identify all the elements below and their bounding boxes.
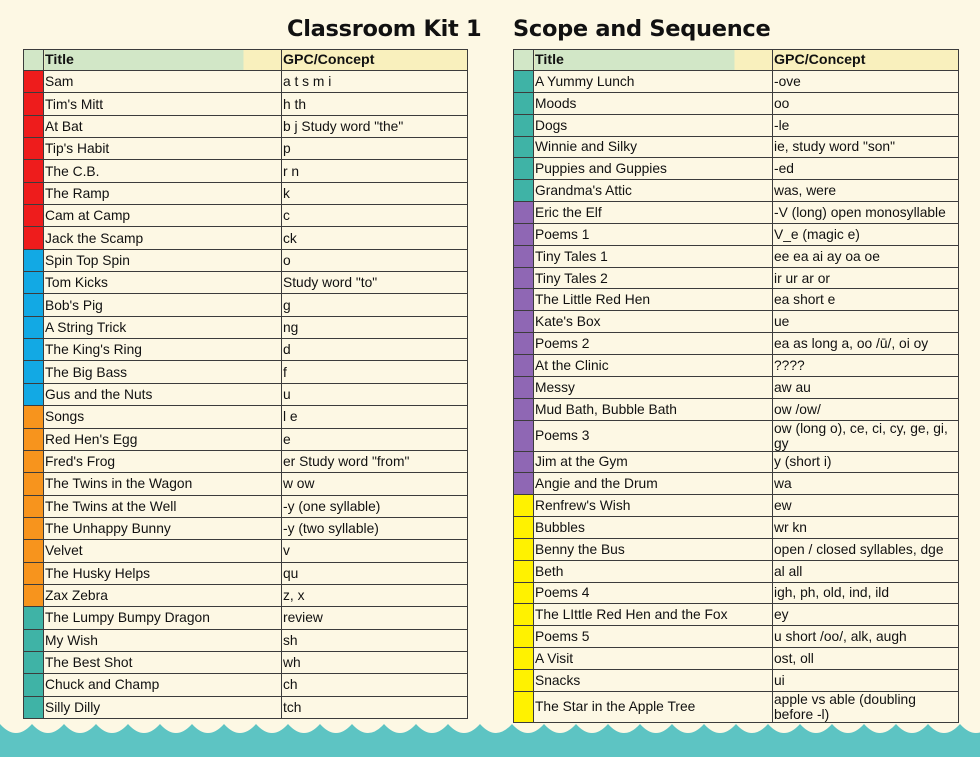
book-title: Beth <box>534 560 773 582</box>
gpc-concept: z, x <box>282 584 468 606</box>
table-row <box>514 398 959 420</box>
table-row <box>24 249 468 271</box>
book-title: Poems 4 <box>534 582 773 604</box>
gpc-concept: -V (long) open monosyllable <box>773 202 959 224</box>
table-row <box>514 245 959 267</box>
level-color-cell <box>514 202 534 224</box>
level-color-cell <box>514 71 534 93</box>
gpc-concept: f <box>282 361 468 383</box>
level-color-cell <box>514 376 534 398</box>
table-row <box>514 223 959 245</box>
book-title: Benny the Bus <box>534 538 773 560</box>
table-row <box>24 115 468 137</box>
gpc-concept: u <box>282 383 468 405</box>
gpc-concept: was, were <box>773 180 959 202</box>
gpc-concept: ow (long o), ce, ci, cy, ge, gi, gy <box>773 420 959 451</box>
book-title: Kate's Box <box>534 311 773 333</box>
book-title: Puppies and Guppies <box>534 158 773 180</box>
level-color-cell <box>24 93 44 115</box>
table-row <box>514 420 959 451</box>
table-row <box>514 136 959 158</box>
book-title: Poems 1 <box>534 223 773 245</box>
gpc-concept: ch <box>282 674 468 696</box>
table-row <box>514 289 959 311</box>
level-color-cell <box>24 674 44 696</box>
level-color-cell <box>24 361 44 383</box>
gpc-concept: open / closed syllables, dge <box>773 538 959 560</box>
gpc-concept: oo <box>773 92 959 114</box>
gpc-concept: a t s m i <box>282 71 468 93</box>
book-title: Tom Kicks <box>44 272 282 294</box>
book-title: Jim at the Gym <box>534 451 773 473</box>
gpc-concept: qu <box>282 562 468 584</box>
level-color-cell <box>514 158 534 180</box>
wave-decoration <box>0 714 980 757</box>
table-row <box>24 272 468 294</box>
table-row <box>24 674 468 696</box>
table-row <box>24 428 468 450</box>
book-title: Snacks <box>534 669 773 691</box>
gpc-concept: wh <box>282 651 468 673</box>
level-color-cell <box>24 138 44 160</box>
book-title: My Wish <box>44 629 282 651</box>
table-row <box>514 517 959 539</box>
table-row <box>514 180 959 202</box>
table-row <box>514 626 959 648</box>
book-title: Eric the Elf <box>534 202 773 224</box>
gpc-concept: al all <box>773 560 959 582</box>
book-title: Bubbles <box>534 517 773 539</box>
header-color-cell <box>514 50 534 71</box>
book-title: Poems 3 <box>534 420 773 451</box>
gpc-concept: Study word "to" <box>282 272 468 294</box>
level-color-cell <box>24 517 44 539</box>
book-title: Tiny Tales 2 <box>534 267 773 289</box>
gpc-concept: r n <box>282 160 468 182</box>
level-color-cell <box>514 626 534 648</box>
table-row <box>24 584 468 606</box>
level-color-cell <box>24 562 44 584</box>
table-row <box>514 669 959 691</box>
gpc-concept: g <box>282 294 468 316</box>
book-title: The Unhappy Bunny <box>44 517 282 539</box>
book-title: At the Clinic <box>534 354 773 376</box>
table-row <box>24 450 468 472</box>
book-title: The Big Bass <box>44 361 282 383</box>
header-title: Title <box>44 50 282 71</box>
gpc-concept: ui <box>773 669 959 691</box>
level-color-cell <box>514 420 534 451</box>
book-title: Cam at Camp <box>44 205 282 227</box>
table-row <box>24 361 468 383</box>
book-title: At Bat <box>44 115 282 137</box>
level-color-cell <box>514 180 534 202</box>
book-title: A Visit <box>534 648 773 670</box>
level-color-cell <box>514 604 534 626</box>
gpc-concept: apple vs able (doubling before -l) <box>773 691 959 722</box>
table-row <box>24 316 468 338</box>
table-row <box>514 202 959 224</box>
level-color-cell <box>514 473 534 495</box>
gpc-concept: ost, oll <box>773 648 959 670</box>
table-row <box>514 71 959 93</box>
book-title: Chuck and Champ <box>44 674 282 696</box>
level-color-cell <box>514 648 534 670</box>
table-row <box>24 607 468 629</box>
header-concept: GPC/Concept <box>773 50 959 71</box>
level-color-cell <box>24 607 44 629</box>
book-title: Silly Dilly <box>44 696 282 718</box>
gpc-concept: d <box>282 339 468 361</box>
table-row <box>514 333 959 355</box>
book-title: The Best Shot <box>44 651 282 673</box>
book-title: The Little Red Hen <box>534 289 773 311</box>
level-color-cell <box>24 450 44 472</box>
book-title: Tiny Tales 1 <box>534 245 773 267</box>
gpc-concept: aw au <box>773 376 959 398</box>
table-row <box>514 560 959 582</box>
table-row <box>514 114 959 136</box>
level-color-cell <box>514 495 534 517</box>
level-color-cell <box>24 473 44 495</box>
book-title: Velvet <box>44 540 282 562</box>
level-color-cell <box>514 354 534 376</box>
level-color-cell <box>24 316 44 338</box>
level-color-cell <box>24 540 44 562</box>
gpc-concept: o <box>282 249 468 271</box>
book-title: Bob's Pig <box>44 294 282 316</box>
level-color-cell <box>24 272 44 294</box>
gpc-concept: wa <box>773 473 959 495</box>
gpc-concept: -ove <box>773 71 959 93</box>
book-title: Fred's Frog <box>44 450 282 472</box>
wave-shape <box>0 724 980 757</box>
book-title: Winnie and Silky <box>534 136 773 158</box>
level-color-cell <box>514 582 534 604</box>
book-title: The Star in the Apple Tree <box>534 691 773 722</box>
table-row <box>24 339 468 361</box>
header-title: Title <box>534 50 773 71</box>
book-title: Messy <box>534 376 773 398</box>
book-title: The Lumpy Bumpy Dragon <box>44 607 282 629</box>
book-title: Jack the Scamp <box>44 227 282 249</box>
gpc-concept: -y (two syllable) <box>282 517 468 539</box>
gpc-concept: ck <box>282 227 468 249</box>
table-row <box>514 538 959 560</box>
book-title: Poems 5 <box>534 626 773 648</box>
level-color-cell <box>514 333 534 355</box>
gpc-concept: tch <box>282 696 468 718</box>
header-concept: GPC/Concept <box>282 50 468 71</box>
book-title: A String Trick <box>44 316 282 338</box>
book-title: Grandma's Attic <box>534 180 773 202</box>
level-color-cell <box>24 294 44 316</box>
level-color-cell <box>24 249 44 271</box>
gpc-concept: u short /oo/, alk, augh <box>773 626 959 648</box>
level-color-cell <box>514 451 534 473</box>
book-title: Moods <box>534 92 773 114</box>
level-color-cell <box>24 383 44 405</box>
table-row <box>514 267 959 289</box>
table-row <box>24 205 468 227</box>
gpc-concept: w ow <box>282 473 468 495</box>
table-row <box>24 383 468 405</box>
gpc-concept: ir ur ar or <box>773 267 959 289</box>
table-row <box>24 227 468 249</box>
book-title: Red Hen's Egg <box>44 428 282 450</box>
level-color-cell <box>24 495 44 517</box>
book-title: Gus and the Nuts <box>44 383 282 405</box>
book-title: Dogs <box>534 114 773 136</box>
table-row <box>514 354 959 376</box>
level-color-cell <box>514 311 534 333</box>
gpc-concept: ew <box>773 495 959 517</box>
book-title: Renfrew's Wish <box>534 495 773 517</box>
level-color-cell <box>24 584 44 606</box>
table-row <box>514 376 959 398</box>
gpc-concept: e <box>282 428 468 450</box>
level-color-cell <box>514 267 534 289</box>
table-row <box>24 182 468 204</box>
table-row <box>514 451 959 473</box>
gpc-concept: l e <box>282 406 468 428</box>
table-header-row <box>24 50 468 71</box>
gpc-concept: ???? <box>773 354 959 376</box>
gpc-concept: ue <box>773 311 959 333</box>
table-row <box>24 517 468 539</box>
gpc-concept: ee ea ai ay oa oe <box>773 245 959 267</box>
book-title: The King's Ring <box>44 339 282 361</box>
gpc-concept: V_e (magic e) <box>773 223 959 245</box>
book-title: The Twins in the Wagon <box>44 473 282 495</box>
level-color-cell <box>514 92 534 114</box>
table-row <box>24 495 468 517</box>
table-row <box>514 311 959 333</box>
level-color-cell <box>514 114 534 136</box>
gpc-concept: ey <box>773 604 959 626</box>
gpc-concept: -ed <box>773 158 959 180</box>
book-title: Mud Bath, Bubble Bath <box>534 398 773 420</box>
gpc-concept: igh, ph, old, ind, ild <box>773 582 959 604</box>
level-color-cell <box>24 205 44 227</box>
page-subtitle: Scope and Sequence <box>513 16 771 42</box>
header-color-cell <box>24 50 44 71</box>
book-title: Poems 2 <box>534 333 773 355</box>
level-color-cell <box>514 136 534 158</box>
page-title: Classroom Kit 1 <box>287 16 482 42</box>
table-row <box>24 71 468 93</box>
scope-table-right <box>513 49 959 723</box>
table-row <box>514 582 959 604</box>
level-color-cell <box>24 227 44 249</box>
gpc-concept: review <box>282 607 468 629</box>
table-row <box>24 138 468 160</box>
table-row <box>514 648 959 670</box>
level-color-cell <box>514 669 534 691</box>
book-title: The Twins at the Well <box>44 495 282 517</box>
gpc-concept: ow /ow/ <box>773 398 959 420</box>
table-row <box>24 629 468 651</box>
book-title: Sam <box>44 71 282 93</box>
table-row <box>24 540 468 562</box>
gpc-concept: ie, study word "son" <box>773 136 959 158</box>
level-color-cell <box>24 339 44 361</box>
table-row <box>24 160 468 182</box>
level-color-cell <box>24 115 44 137</box>
gpc-concept: p <box>282 138 468 160</box>
gpc-concept: h th <box>282 93 468 115</box>
level-color-cell <box>24 629 44 651</box>
level-color-cell <box>24 182 44 204</box>
level-color-cell <box>514 289 534 311</box>
book-title: A Yummy Lunch <box>534 71 773 93</box>
book-title: The Husky Helps <box>44 562 282 584</box>
level-color-cell <box>24 428 44 450</box>
table-row <box>24 294 468 316</box>
level-color-cell <box>24 651 44 673</box>
book-title: The C.B. <box>44 160 282 182</box>
table-row <box>514 158 959 180</box>
level-color-cell <box>514 223 534 245</box>
table-row <box>514 604 959 626</box>
book-title: Angie and the Drum <box>534 473 773 495</box>
book-title: Zax Zebra <box>44 584 282 606</box>
table-row <box>24 93 468 115</box>
table-row <box>24 651 468 673</box>
level-color-cell <box>514 560 534 582</box>
table-row <box>514 473 959 495</box>
book-title: The Ramp <box>44 182 282 204</box>
level-color-cell <box>514 517 534 539</box>
table-row <box>514 495 959 517</box>
level-color-cell <box>514 538 534 560</box>
table-row <box>24 473 468 495</box>
gpc-concept: -y (one syllable) <box>282 495 468 517</box>
book-title: Tip's Habit <box>44 138 282 160</box>
book-title: Spin Top Spin <box>44 249 282 271</box>
book-title: Tim's Mitt <box>44 93 282 115</box>
gpc-concept: ea short e <box>773 289 959 311</box>
gpc-concept: k <box>282 182 468 204</box>
gpc-concept: sh <box>282 629 468 651</box>
gpc-concept: y (short i) <box>773 451 959 473</box>
level-color-cell <box>24 71 44 93</box>
level-color-cell <box>24 406 44 428</box>
table-row <box>514 92 959 114</box>
scope-table-left <box>23 49 468 719</box>
gpc-concept: ng <box>282 316 468 338</box>
gpc-concept: v <box>282 540 468 562</box>
table-header-row <box>514 50 959 71</box>
gpc-concept: b j Study word "the" <box>282 115 468 137</box>
gpc-concept: ea as long a, oo /ū/, oi oy <box>773 333 959 355</box>
table-row <box>24 406 468 428</box>
book-title: Songs <box>44 406 282 428</box>
gpc-concept: c <box>282 205 468 227</box>
gpc-concept: -le <box>773 114 959 136</box>
level-color-cell <box>24 160 44 182</box>
level-color-cell <box>514 398 534 420</box>
table-row <box>24 562 468 584</box>
book-title: The LIttle Red Hen and the Fox <box>534 604 773 626</box>
level-color-cell <box>514 245 534 267</box>
gpc-concept: er Study word "from" <box>282 450 468 472</box>
gpc-concept: wr kn <box>773 517 959 539</box>
